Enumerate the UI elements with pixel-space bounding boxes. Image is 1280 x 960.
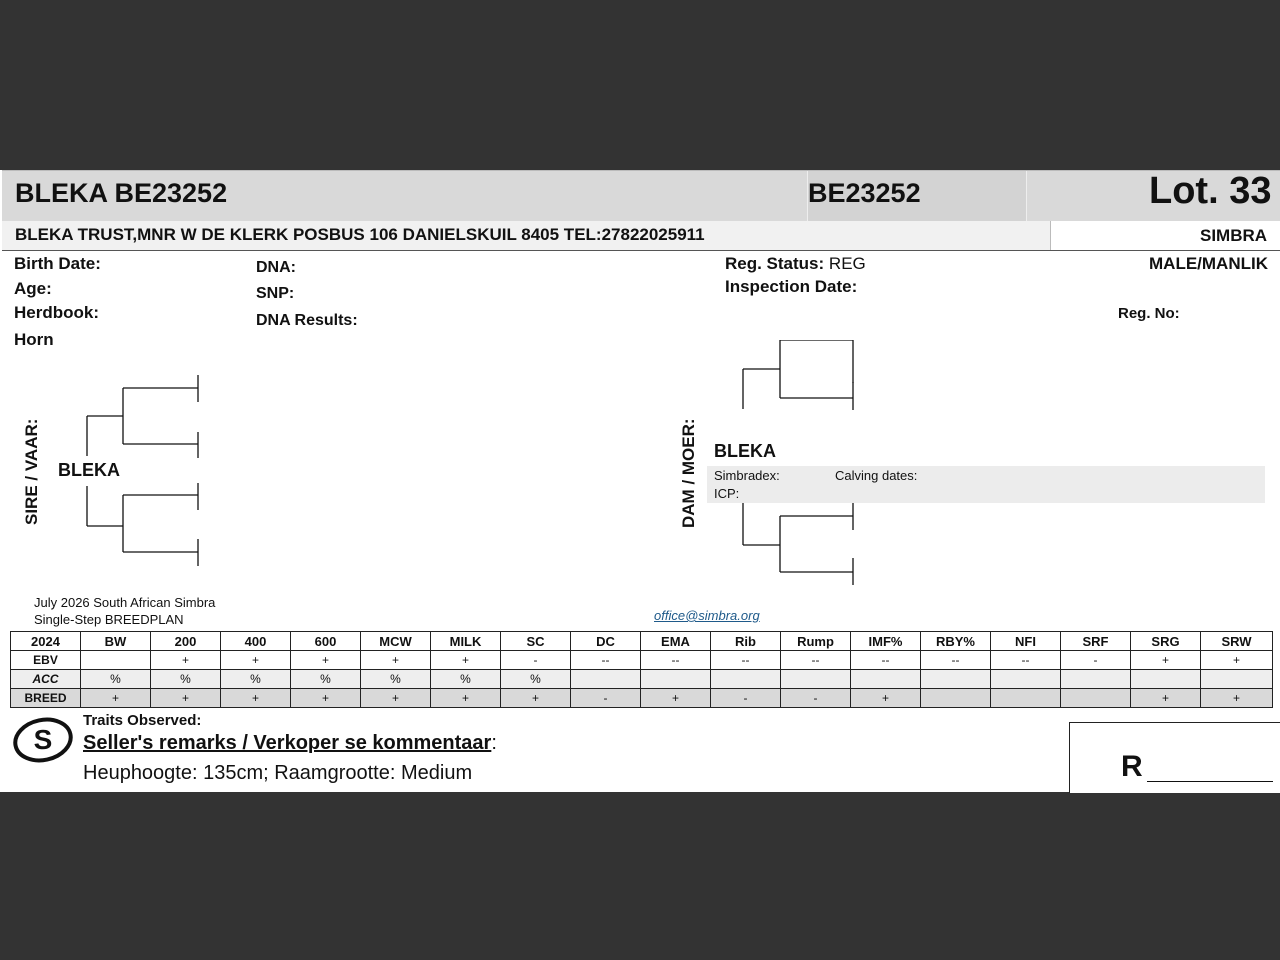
acc-row bbox=[11, 670, 1273, 689]
birth-date-label: Birth Date: bbox=[14, 254, 101, 273]
horn-label: Horn bbox=[14, 330, 54, 349]
ebv-column-header: RBY% bbox=[921, 632, 991, 651]
ebv-cell: -- bbox=[641, 651, 711, 670]
ebv-cell: + bbox=[431, 689, 501, 708]
ebv-cell bbox=[781, 670, 851, 689]
ebv-cell: - bbox=[571, 689, 641, 708]
ebv-cell: + bbox=[1131, 651, 1201, 670]
ebv-cell: + bbox=[151, 651, 221, 670]
age-label: Age: bbox=[14, 279, 52, 298]
ebv-row-label: ACC bbox=[11, 670, 81, 689]
snp-label: SNP: bbox=[256, 285, 295, 302]
inspection-date-label: Inspection Date: bbox=[725, 277, 858, 296]
ebv-cell: + bbox=[361, 689, 431, 708]
reg-status bbox=[725, 254, 866, 274]
ebv-column-header: Rump bbox=[781, 632, 851, 651]
ebv-cell: + bbox=[361, 651, 431, 670]
ebv-cell: -- bbox=[991, 651, 1061, 670]
ebv-cell: -- bbox=[711, 651, 781, 670]
sire-tree bbox=[0, 170, 260, 590]
ebv-column-header: SC bbox=[501, 632, 571, 651]
ebv-cell: + bbox=[291, 689, 361, 708]
price-prefix: R bbox=[1121, 750, 1143, 783]
ebv-cell: % bbox=[361, 670, 431, 689]
ebv-cell: + bbox=[1201, 651, 1273, 670]
ebv-row bbox=[11, 651, 1273, 670]
logo-letter: S bbox=[33, 724, 53, 755]
ebv-column-header: EMA bbox=[641, 632, 711, 651]
ebv-cell: + bbox=[151, 689, 221, 708]
calving-dates-label: Calving dates: bbox=[835, 468, 918, 483]
remarks-colon: : bbox=[491, 732, 497, 754]
price-input-line[interactable] bbox=[1147, 781, 1273, 782]
simbra-logo-icon bbox=[12, 715, 76, 765]
ebv-cell: % bbox=[151, 670, 221, 689]
remarks-text: Heuphoogte: 135cm; Raamgrootte: Medium bbox=[83, 762, 473, 784]
ebv-cell: - bbox=[501, 651, 571, 670]
ebv-cell: -- bbox=[851, 651, 921, 670]
ebv-cell bbox=[1061, 689, 1131, 708]
ebv-cell: + bbox=[221, 651, 291, 670]
ebv-cell bbox=[1201, 670, 1273, 689]
ebv-cell: + bbox=[291, 651, 361, 670]
ebv-cell: % bbox=[291, 670, 361, 689]
ebv-cell bbox=[81, 651, 151, 670]
ebv-cell: + bbox=[1201, 689, 1273, 708]
ebv-cell: + bbox=[641, 689, 711, 708]
ebv-column-header: BW bbox=[81, 632, 151, 651]
price-box bbox=[1069, 722, 1280, 793]
animal-name: BLEKA BE23252 bbox=[15, 178, 228, 208]
ebv-cell: + bbox=[501, 689, 571, 708]
breedplan-line2: Single-Step BREEDPLAN bbox=[34, 612, 184, 627]
breed-name: SIMBRA bbox=[1200, 226, 1268, 245]
reg-no-label: Reg. No: bbox=[1118, 305, 1180, 322]
ebv-column-header: DC bbox=[571, 632, 641, 651]
traits-observed-label: Traits Observed: bbox=[83, 712, 202, 729]
ebv-cell: % bbox=[221, 670, 291, 689]
ebv-cell: - bbox=[1061, 651, 1131, 670]
dam-tree-top bbox=[700, 353, 880, 383]
ebv-table bbox=[10, 631, 1273, 708]
ebv-row-label: EBV bbox=[11, 651, 81, 670]
ebv-cell: -- bbox=[921, 651, 991, 670]
lot-card bbox=[0, 170, 1280, 792]
dam-label: DAM / MOER: bbox=[679, 418, 698, 528]
herdbook-label: Herdbook: bbox=[14, 303, 99, 322]
ebv-cell bbox=[641, 670, 711, 689]
ebv-cell bbox=[571, 670, 641, 689]
ebv-cell bbox=[1131, 670, 1201, 689]
ebv-cell: + bbox=[221, 689, 291, 708]
ebv-cell bbox=[1061, 670, 1131, 689]
ebv-column-header: 600 bbox=[291, 632, 361, 651]
ebv-column-header: SRW bbox=[1201, 632, 1273, 651]
ebv-cell: + bbox=[1131, 689, 1201, 708]
breed-row bbox=[11, 689, 1273, 708]
ebv-cell: - bbox=[781, 689, 851, 708]
ebv-column-header: SRF bbox=[1061, 632, 1131, 651]
ebv-column-header: 200 bbox=[151, 632, 221, 651]
ebv-column-header: MCW bbox=[361, 632, 431, 651]
reg-status-value: REG bbox=[828, 254, 866, 273]
ebv-column-header: MILK bbox=[431, 632, 501, 651]
dam-name: BLEKA bbox=[714, 441, 776, 461]
ebv-column-header: SRG bbox=[1131, 632, 1201, 651]
ebv-cell: + bbox=[851, 689, 921, 708]
reg-status-label: Reg. Status: bbox=[725, 254, 825, 273]
office-email-link[interactable]: office@simbra.org bbox=[654, 608, 760, 623]
ebv-cell: - bbox=[711, 689, 781, 708]
remarks-heading bbox=[83, 732, 497, 755]
ebv-column-header: 400 bbox=[221, 632, 291, 651]
ebv-column-header: NFI bbox=[991, 632, 1061, 651]
ebv-cell bbox=[921, 689, 991, 708]
simbradex-label: Simbradex: bbox=[714, 468, 780, 483]
ebv-column-header: IMF% bbox=[851, 632, 921, 651]
ebv-cell: + bbox=[81, 689, 151, 708]
ebv-cell: -- bbox=[571, 651, 641, 670]
icp-label: ICP: bbox=[714, 486, 740, 501]
dna-results-label: DNA Results: bbox=[256, 312, 358, 329]
ebv-row-label: BREED bbox=[11, 689, 81, 708]
ebv-cell bbox=[991, 670, 1061, 689]
ebv-cell: % bbox=[81, 670, 151, 689]
ebv-cell: -- bbox=[781, 651, 851, 670]
ebv-cell: % bbox=[501, 670, 571, 689]
remarks-label: Seller's remarks / Verkoper se kommentaar bbox=[83, 732, 492, 754]
sire-label: SIRE / VAAR: bbox=[22, 418, 41, 525]
sire-name: BLEKA bbox=[58, 460, 120, 480]
ebv-cell bbox=[991, 689, 1061, 708]
ebv-cell: + bbox=[431, 651, 501, 670]
owner-address: BLEKA TRUST,MNR W DE KLERK POSBUS 106 DANIELSKUIL 8405 TEL:27822025911 bbox=[15, 225, 705, 244]
breedplan-line1: July 2026 South African Simbra bbox=[34, 595, 216, 610]
animal-id: BE23252 bbox=[808, 178, 921, 208]
ebv-column-header: Rib bbox=[711, 632, 781, 651]
ebv-year-header: 2024 bbox=[11, 632, 81, 651]
ebv-cell bbox=[711, 670, 781, 689]
dna-label: DNA: bbox=[256, 259, 296, 276]
ebv-cell: % bbox=[431, 670, 501, 689]
ebv-header-row bbox=[11, 632, 1273, 651]
sex-label: MALE/MANLIK bbox=[1149, 254, 1268, 273]
ebv-cell bbox=[851, 670, 921, 689]
ebv-cell bbox=[921, 670, 991, 689]
lot-number: Lot. 33 bbox=[1149, 170, 1272, 212]
